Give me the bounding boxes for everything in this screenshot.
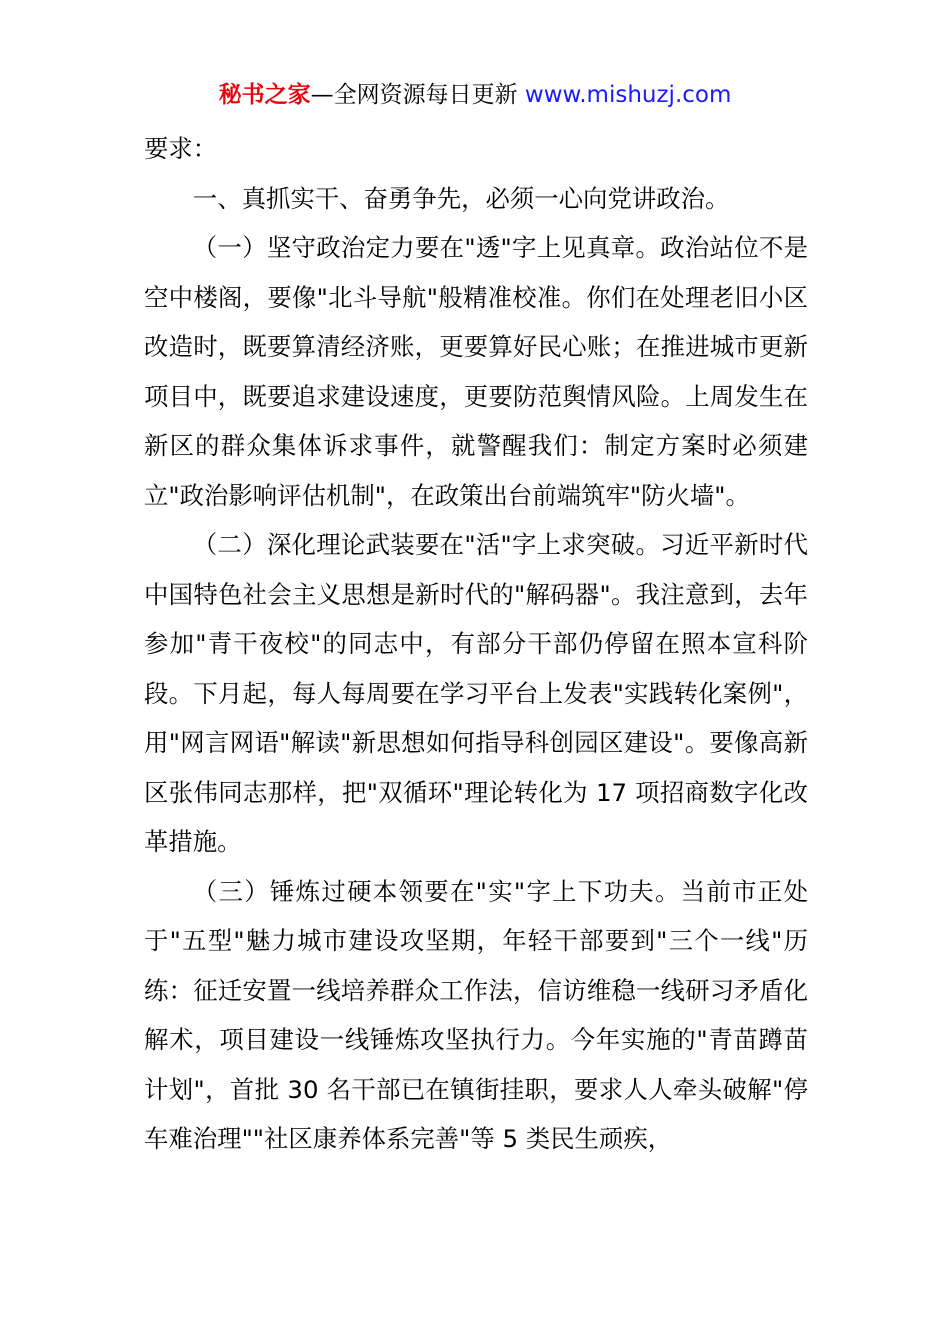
site-header [0,78,950,112]
document-body [144,124,808,1164]
site-url[interactable]: www.mishuzj.com [524,82,732,108]
header-tagline: —全网资源每日更新 [310,82,525,108]
paragraph-point-3: （三）锤炼过硬本领要在"实"字上下功夫。当前市正处于"五型"魅力城市建设攻坚期，年轻干部要到"三个一线"历练：征迁安置一线培养群众工作法，信访维稳一线研习矛盾化解术，项目建设一线锤炼攻坚执行力。今年实施的"青苗蹲苗计划"，首批 30 名干部已在镇街挂职，要求人人牵头破解"停车难治理""社区康养体系完善"等 5 类民生顽疾， [144,876,808,1153]
paragraph-point-2: （二）深化理论武装要在"活"字上求突破。习近平新时代中国特色社会主义思想是新时代的"解码器"。我注意到，去年参加"青干夜校"的同志中，有部分干部仍停留在照本宣科阶段。下月起，每人每周要在学习平台上发表"实践转化案例"，用"网言网语"解读"新思想如何指导科创园区建设"。要像高新区张伟同志那样，把"双循环"理论转化为 17 项招商数字化改革措施。 [144,530,808,856]
section-heading-1: 一、真抓实干、奋勇争先，必须一心向党讲政治。 [192,183,730,213]
brand-name: 秘书之家 [218,82,311,108]
paragraph-requirements: 要求： [144,134,218,163]
paragraph-point-1: （一）坚守政治定力要在"透"字上见真章。政治站位不是空中楼阁，要像"北斗导航"般精准校准。你们在处理老旧小区改造时，既要算清经济账，更要算好民心账；在推进城市更新项目中，既要追求建设速度，更要防范舆情风险。上周发生在新区的群众集体诉求事件，就警醒我们：制定方案时必须建立"政治影响评估机制"，在政策出台前端筑牢"防火墙"。 [144,233,808,510]
